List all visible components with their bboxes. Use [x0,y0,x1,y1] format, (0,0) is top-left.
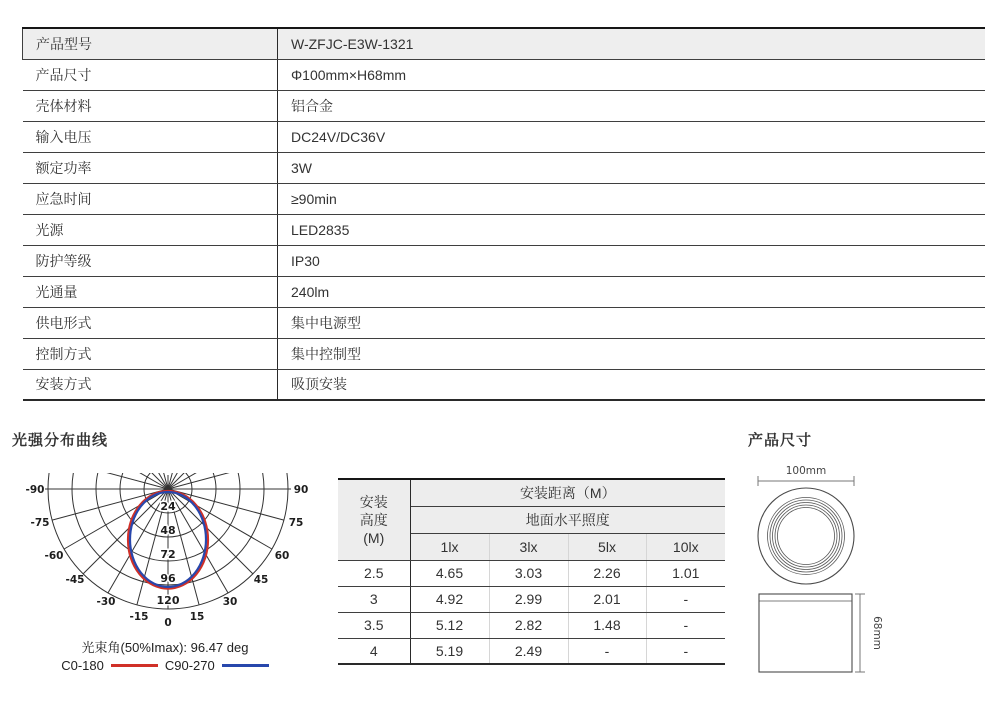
top-view-drawing [758,488,854,584]
height-cell: 3 [338,586,410,612]
spec-value: 集中电源型 [278,307,986,338]
spec-row [23,121,986,152]
spec-row [23,276,986,307]
spec-value: IP30 [278,245,986,276]
spec-label: 光通量 [23,276,278,307]
distance-cell: - [646,586,725,612]
install-row [338,560,725,586]
angle-label: 15 [189,611,205,623]
distance-cell: 2.01 [568,586,646,612]
distance-cell: 2.49 [489,638,568,664]
radius-label: 24 [160,500,176,513]
install-row [338,586,725,612]
distance-cell: 2.82 [489,612,568,638]
height-cell: 4 [338,638,410,664]
col-header-10lx: 10lx [646,533,725,560]
distance-header: 安装距离（M） [410,479,725,506]
spec-label: 应急时间 [23,183,278,214]
spec-row [23,369,986,400]
install-header-row [338,479,725,506]
legend-swatch-blue [222,664,269,668]
spec-label: 额定功率 [23,152,278,183]
col-header-1lx: 1lx [410,533,489,560]
spec-row [23,214,986,245]
diameter-dimension-line [758,476,854,486]
diameter-dimension-label: 100mm [785,465,827,477]
angle-label: 90 [293,484,309,496]
spec-row [23,152,986,183]
spec-label: 控制方式 [23,338,278,369]
angle-label: -15 [129,611,149,623]
corner-header [338,479,410,560]
angle-label: -90 [25,484,45,496]
distance-cell: 5.19 [410,638,489,664]
legend [15,658,315,673]
legend-swatch-red [111,664,158,668]
spec-label: 安装方式 [23,369,278,400]
col-header-3lx: 3lx [489,533,568,560]
spec-label: 光源 [23,214,278,245]
dimensions-section-title: 产品尺寸 [748,432,813,449]
height-cell: 2.5 [338,560,410,586]
install-row [338,612,725,638]
spec-row [23,183,986,214]
spec-value: LED2835 [278,214,986,245]
corner-line: 安装 [359,493,388,510]
angle-label: 60 [274,550,290,562]
legend-label-c90-270: C90-270 [164,658,215,673]
spec-row [23,338,986,369]
angle-label: 75 [288,517,304,529]
spec-label: 产品尺寸 [23,59,278,90]
angle-label: 0 [164,617,172,629]
angle-label: 30 [222,596,238,608]
beam-angle-text: 光束角(50%Imax): 96.47 deg [81,640,249,655]
distance-cell: 2.26 [568,560,646,586]
spec-value: 240lm [278,276,986,307]
polar-chart-svg [15,473,315,633]
dimensions-svg [745,445,935,700]
spec-value: Φ100mm×H68mm [278,59,986,90]
radius-label: 48 [160,524,176,537]
radius-label: 96 [160,572,176,585]
spec-label: 输入电压 [23,121,278,152]
distance-cell: - [646,612,725,638]
illuminance-header: 地面水平照度 [410,506,725,533]
spec-value: 铝合金 [278,90,986,121]
distance-cell: 1.48 [568,612,646,638]
angle-label: -45 [65,574,85,586]
distance-cell: 1.01 [646,560,725,586]
spec-row [23,245,986,276]
photometric-section-title: 光强分布曲线 [12,432,109,449]
corner-line: 高度 [359,511,388,528]
spec-value: 吸顶安装 [278,369,986,400]
distance-cell: 4.65 [410,560,489,586]
spec-row [23,28,986,59]
col-header-5lx: 5lx [568,533,646,560]
spec-value: DC24V/DC36V [278,121,986,152]
install-table [338,478,725,665]
spec-label: 防护等级 [23,245,278,276]
distance-cell: 4.92 [410,586,489,612]
height-dimension-label: 68mm [871,616,883,650]
distance-cell: - [568,638,646,664]
distance-cell: 5.12 [410,612,489,638]
angle-label: 45 [253,574,269,586]
spec-table [22,27,985,401]
spec-row [23,307,986,338]
corner-line: (M) [363,529,385,546]
height-cell: 3.5 [338,612,410,638]
spec-row [23,90,986,121]
side-view-drawing [759,594,852,672]
angle-label: -75 [30,517,50,529]
polar-chart [15,473,315,633]
radius-label: 120 [156,594,180,607]
spec-value: W-ZFJC-E3W-1321 [278,28,986,59]
spec-value: 集中控制型 [278,338,986,369]
spec-value: ≥90min [278,183,986,214]
spec-label: 产品型号 [23,28,278,59]
distance-cell: - [646,638,725,664]
dimensions-drawing [745,445,935,700]
angle-label: -30 [96,596,116,608]
spec-label: 壳体材料 [23,90,278,121]
install-row [338,638,725,664]
spec-value: 3W [278,152,986,183]
height-dimension-line [855,594,865,672]
distance-cell: 2.99 [489,586,568,612]
angle-label: -60 [44,550,64,562]
radius-label: 72 [160,548,176,561]
distance-cell: 3.03 [489,560,568,586]
spec-label: 供电形式 [23,307,278,338]
legend-label-c0-180: C0-180 [61,658,104,673]
spec-row [23,59,986,90]
